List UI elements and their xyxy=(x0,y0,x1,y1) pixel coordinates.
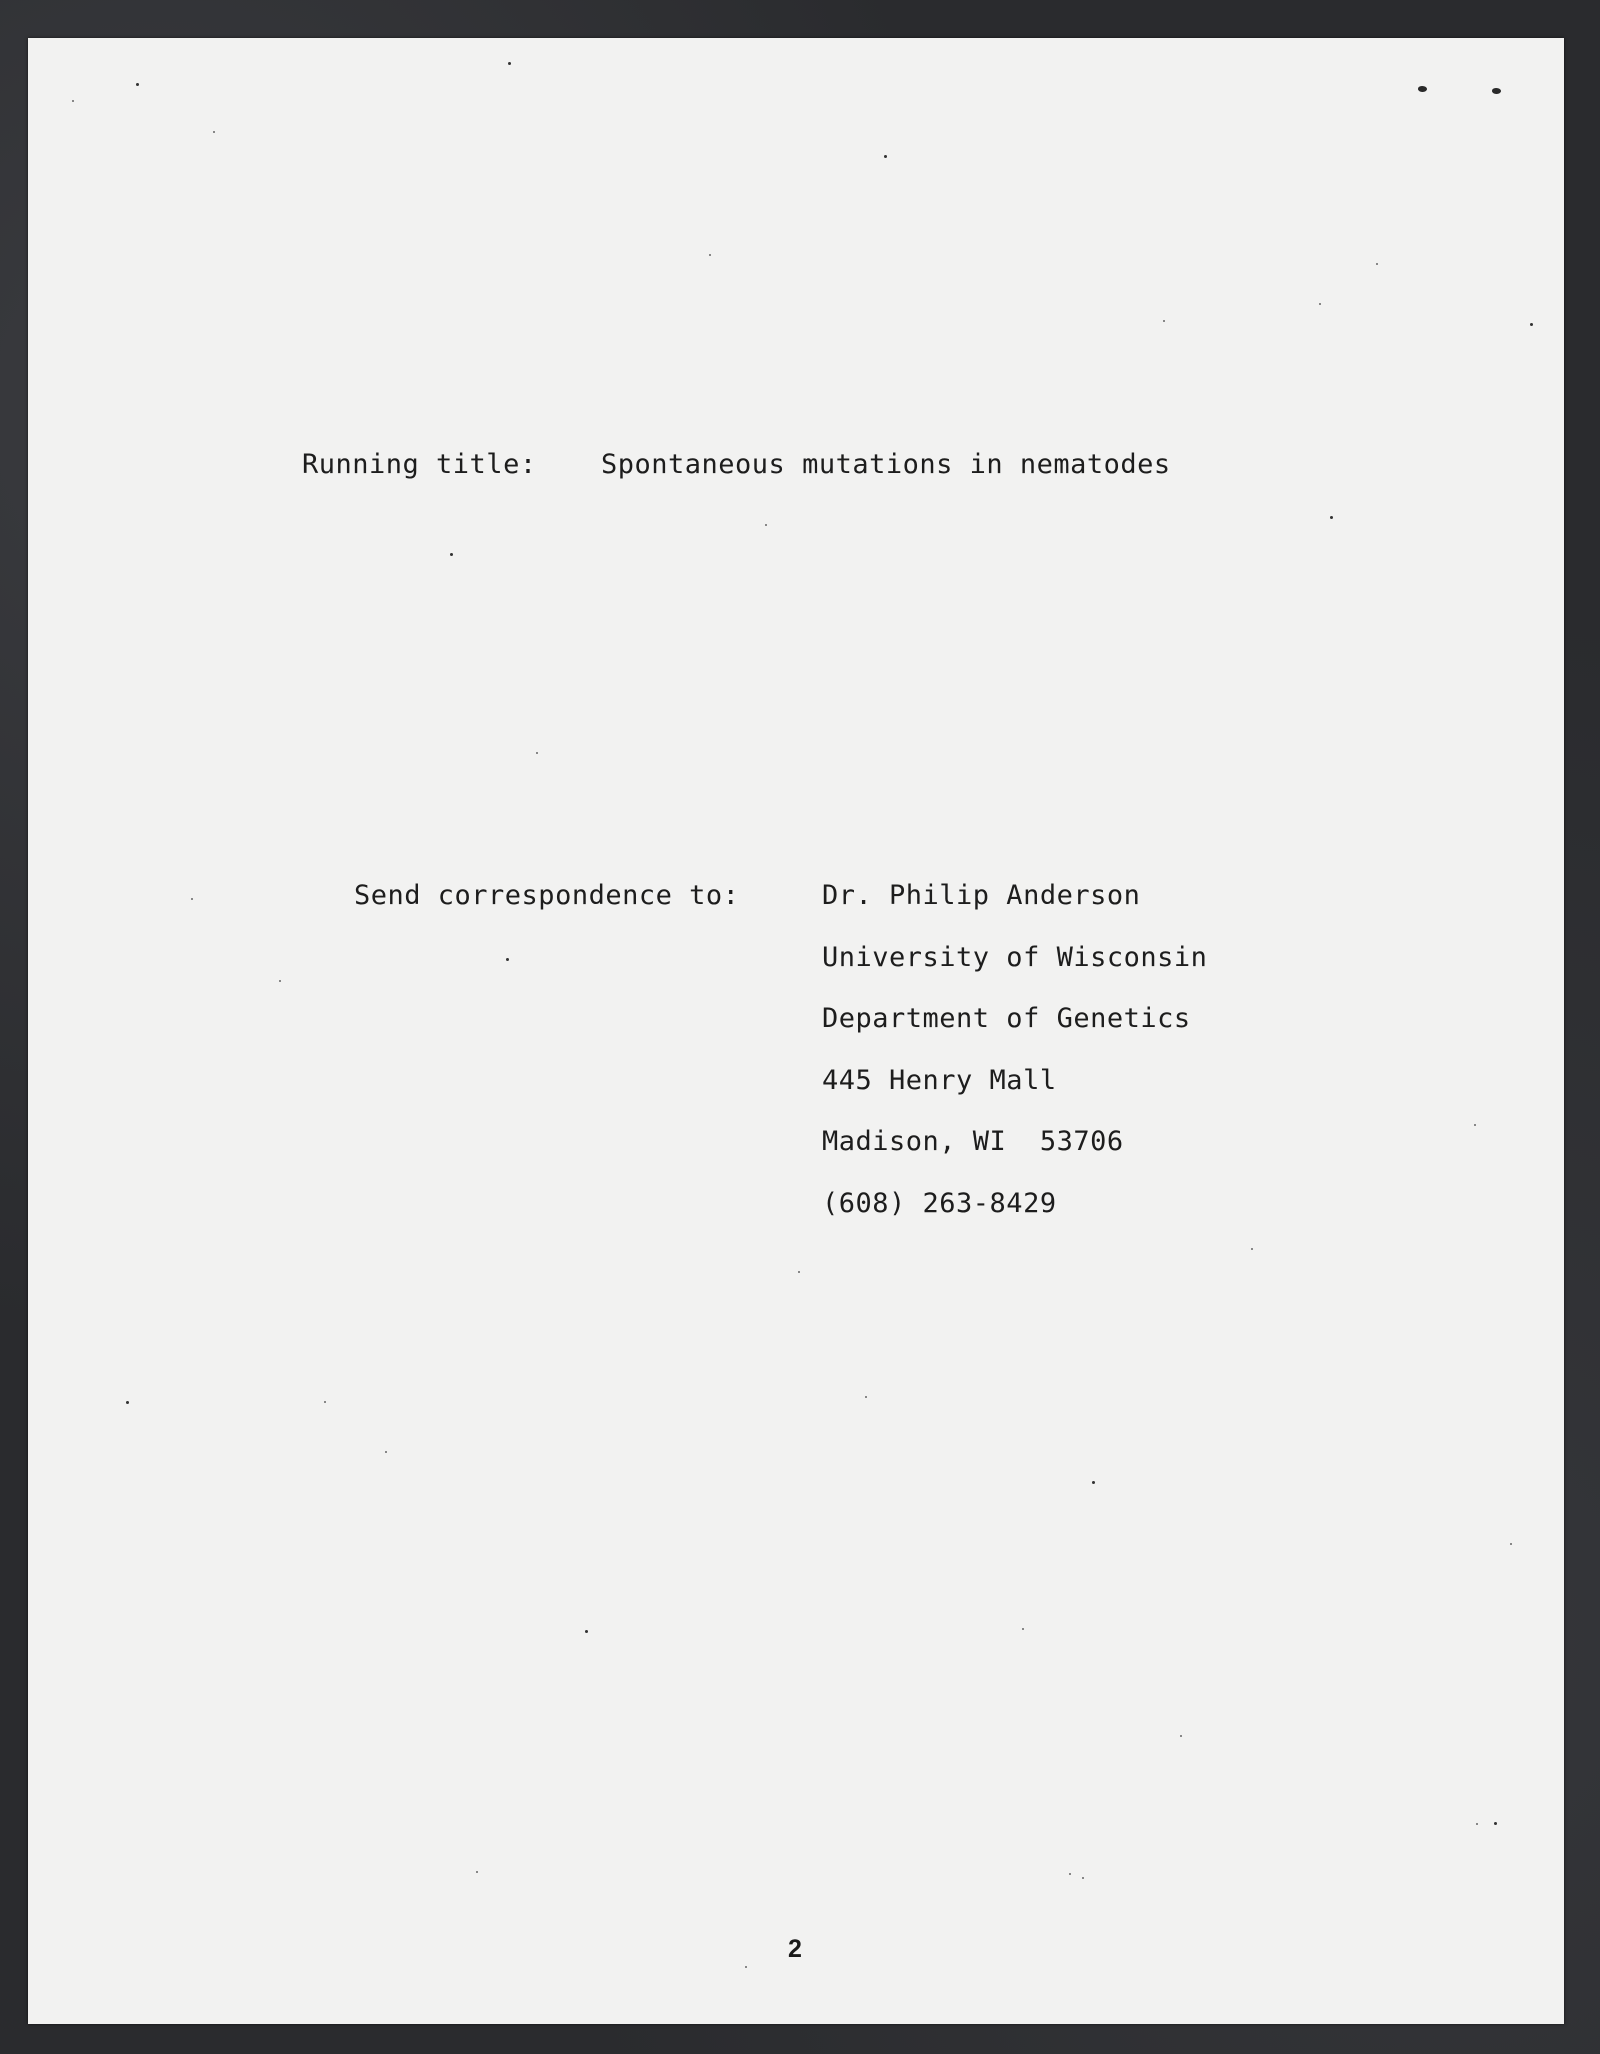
dust-speck xyxy=(765,524,767,526)
dust-speck xyxy=(126,1401,129,1404)
correspondence-city: Madison, WI 53706 xyxy=(822,1126,1124,1157)
dust-speck xyxy=(1163,320,1165,322)
dust-speck xyxy=(1494,1822,1497,1825)
dust-speck xyxy=(1251,1248,1253,1250)
running-title-value: Spontaneous mutations in nematodes xyxy=(601,449,1171,480)
dust-speck xyxy=(476,1871,478,1873)
dust-speck xyxy=(1180,1735,1182,1737)
dust-speck xyxy=(1476,1823,1478,1825)
dust-speck xyxy=(1092,1481,1095,1484)
dust-speck xyxy=(1022,1628,1024,1630)
dust-speck xyxy=(324,1401,326,1403)
document-page xyxy=(28,38,1564,2024)
page-number: 2 xyxy=(788,1935,802,1963)
dust-speck xyxy=(709,254,711,256)
dust-speck xyxy=(213,131,215,133)
dust-speck xyxy=(508,62,511,65)
dust-mark xyxy=(1492,88,1501,94)
dust-speck xyxy=(536,752,538,754)
correspondence-institution: University of Wisconsin xyxy=(822,942,1208,973)
dust-speck xyxy=(506,958,509,961)
correspondence-department: Department of Genetics xyxy=(822,1003,1191,1034)
correspondence-label: Send correspondence to: xyxy=(354,880,740,911)
dust-speck xyxy=(1376,263,1378,265)
dust-speck xyxy=(1530,323,1533,326)
dust-speck xyxy=(1474,1124,1476,1126)
correspondence-street: 445 Henry Mall xyxy=(822,1065,1057,1096)
dust-speck xyxy=(72,100,74,102)
dust-speck xyxy=(884,155,887,158)
dust-speck xyxy=(1082,1877,1084,1879)
dust-speck xyxy=(745,1966,747,1968)
dust-speck xyxy=(798,1271,800,1273)
correspondence-phone: (608) 263-8429 xyxy=(822,1188,1057,1219)
dust-speck xyxy=(385,1451,387,1453)
correspondence-name: Dr. Philip Anderson xyxy=(822,880,1141,911)
dust-speck xyxy=(865,1396,867,1398)
dust-speck xyxy=(1510,1543,1512,1545)
dust-speck xyxy=(279,980,281,982)
dust-speck xyxy=(136,83,139,86)
dust-speck xyxy=(1319,303,1321,305)
dust-speck xyxy=(585,1630,588,1633)
dust-speck xyxy=(450,553,453,556)
dust-speck xyxy=(1069,1873,1071,1875)
dust-speck xyxy=(191,898,193,900)
dust-mark xyxy=(1418,86,1427,92)
dust-speck xyxy=(1330,516,1333,519)
running-title-label: Running title: xyxy=(302,449,537,480)
